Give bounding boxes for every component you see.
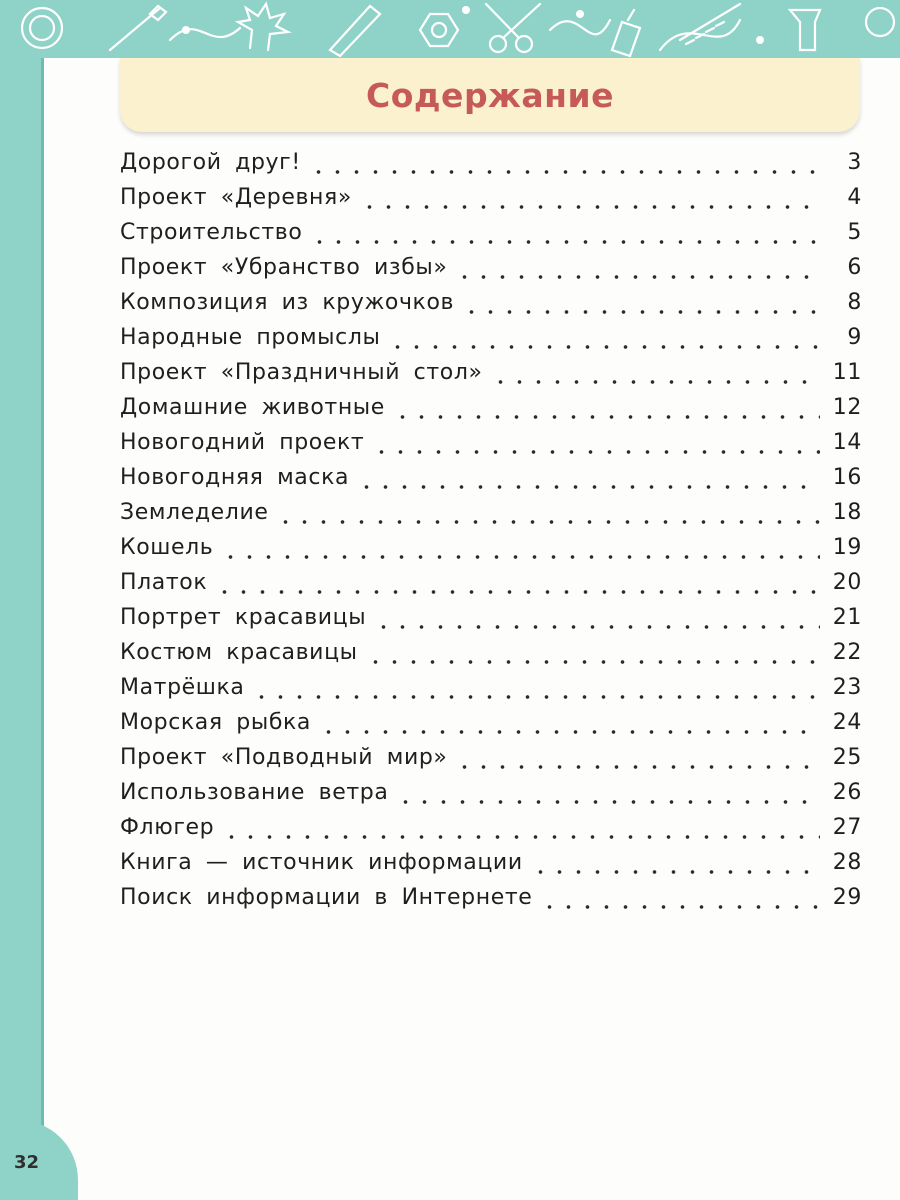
toc-entry <box>120 360 862 395</box>
toc-entry-title: Кошель <box>120 535 214 560</box>
toc-dot-leader <box>455 274 820 280</box>
toc-entry <box>120 675 862 710</box>
toc-dot-leader <box>366 659 820 665</box>
thread-line <box>170 28 240 40</box>
toc-dot-leader <box>372 449 820 455</box>
toc-dot-leader <box>393 414 820 420</box>
toc-entry <box>120 745 862 780</box>
toc-entry <box>120 150 862 185</box>
toc-entry <box>120 570 862 605</box>
toc-dot-leader <box>455 764 820 770</box>
toc-entry-title: Флюгер <box>120 815 215 840</box>
toc-dot-leader <box>491 379 820 385</box>
toc-entry <box>120 395 862 430</box>
toc-dot-leader <box>360 204 820 210</box>
toc-entry-title: Новогодний проект <box>120 430 365 455</box>
toc-entry-title: Использование ветра <box>120 780 389 805</box>
toc-entry-page-number: 24 <box>832 710 862 735</box>
toc-entry-page-number: 11 <box>832 360 862 385</box>
toc-entry-page-number: 22 <box>832 640 862 665</box>
toc-dot-leader <box>310 239 820 245</box>
button-icon <box>22 8 62 48</box>
toc-dot-leader <box>374 624 820 630</box>
toc-entry-title: Костюм красавицы <box>120 640 358 665</box>
toc-entry-title: Книга — источник информации <box>120 850 523 875</box>
top-decorative-band <box>0 0 900 58</box>
toc-entry-page-number: 19 <box>832 535 862 560</box>
toc-entry <box>120 850 862 885</box>
comb-icon <box>680 4 740 44</box>
toc-entry-title: Домашние животные <box>120 395 385 420</box>
toc-entry <box>120 185 862 220</box>
toc-dot-leader <box>462 309 820 315</box>
toc-dot-leader <box>221 554 820 560</box>
toc-entry <box>120 605 862 640</box>
toc-entry-page-number: 28 <box>832 850 862 875</box>
toc-entry-title: Строительство <box>120 220 303 245</box>
toc-entry-page-number: 3 <box>847 150 862 175</box>
toc-entry <box>120 255 862 290</box>
toc-entry <box>120 640 862 675</box>
table-of-contents <box>120 150 862 920</box>
toc-dot-leader <box>396 799 820 805</box>
spool-icon <box>866 8 894 36</box>
toc-dot-leader <box>252 694 820 700</box>
toc-entry <box>120 220 862 255</box>
toc-entry-title: Морская рыбка <box>120 710 311 735</box>
toc-dot-leader <box>540 904 820 910</box>
toc-entry <box>120 290 862 325</box>
toc-entry-page-number: 6 <box>847 255 862 280</box>
toc-entry-title: Новогодняя маска <box>120 465 350 490</box>
toc-entry-title: Проект «Подводный мир» <box>120 745 448 770</box>
toc-dot-leader <box>319 729 820 735</box>
toc-entry-title: Земледелие <box>120 500 269 525</box>
toc-entry-page-number: 27 <box>832 815 862 840</box>
maple-leaf-icon <box>238 4 288 50</box>
toc-dot-leader <box>357 484 820 490</box>
toc-dot-leader <box>309 169 820 175</box>
toc-entry-page-number: 29 <box>832 885 862 910</box>
pencil-icon <box>330 6 380 56</box>
toc-entry-title: Дорогой друг! <box>120 150 301 175</box>
toc-entry-title: Проект «Деревня» <box>120 185 352 210</box>
toc-entry-page-number: 4 <box>847 185 862 210</box>
toc-entry-page-number: 21 <box>832 605 862 630</box>
scissors-icon <box>486 4 540 52</box>
toc-entry-title: Матрёшка <box>120 675 245 700</box>
toc-entry <box>120 710 862 745</box>
toc-entry-page-number: 18 <box>832 500 862 525</box>
toc-entry-title: Проект «Праздничный стол» <box>120 360 483 385</box>
toc-entry-title: Народные промыслы <box>120 325 381 350</box>
toc-entry <box>120 325 862 360</box>
toc-dot-leader <box>215 589 820 595</box>
glue-bottle-icon <box>612 10 640 56</box>
toc-entry-page-number: 5 <box>847 220 862 245</box>
bolt-icon <box>790 10 820 50</box>
left-decorative-band <box>0 58 44 1200</box>
toc-entry <box>120 535 862 570</box>
toc-entry-title: Композиция из кружочков <box>120 290 455 315</box>
toc-dot-leader <box>222 834 820 840</box>
page-number: 32 <box>14 1152 40 1173</box>
toc-entry-title: Поиск информации в Интернете <box>120 885 533 910</box>
toc-entry-page-number: 23 <box>832 675 862 700</box>
toc-entry-title: Платок <box>120 570 208 595</box>
toc-entry <box>120 885 862 920</box>
toc-entry-title: Портрет красавицы <box>120 605 367 630</box>
toc-entry-title: Проект «Убранство избы» <box>120 255 448 280</box>
toc-entry-page-number: 25 <box>832 745 862 770</box>
craft-tools-pattern <box>0 0 900 58</box>
toc-dot-leader <box>276 519 820 525</box>
toc-entry-page-number: 20 <box>832 570 862 595</box>
thread-line <box>550 20 610 34</box>
toc-dot-leader <box>531 869 820 875</box>
toc-entry <box>120 815 862 850</box>
title-banner <box>120 58 860 132</box>
toc-entry-page-number: 14 <box>832 430 862 455</box>
toc-entry-page-number: 12 <box>832 395 862 420</box>
page-title: Содержание <box>366 75 614 115</box>
toc-entry-page-number: 9 <box>847 325 862 350</box>
toc-entry <box>120 500 862 535</box>
toc-entry <box>120 430 862 465</box>
toc-dot-leader <box>388 344 820 350</box>
brush-icon <box>110 6 166 50</box>
nut-icon <box>420 14 458 46</box>
toc-entry-page-number: 8 <box>847 290 862 315</box>
toc-entry-page-number: 16 <box>832 465 862 490</box>
toc-entry <box>120 780 862 815</box>
toc-entry <box>120 465 862 500</box>
toc-entry-page-number: 26 <box>832 780 862 805</box>
